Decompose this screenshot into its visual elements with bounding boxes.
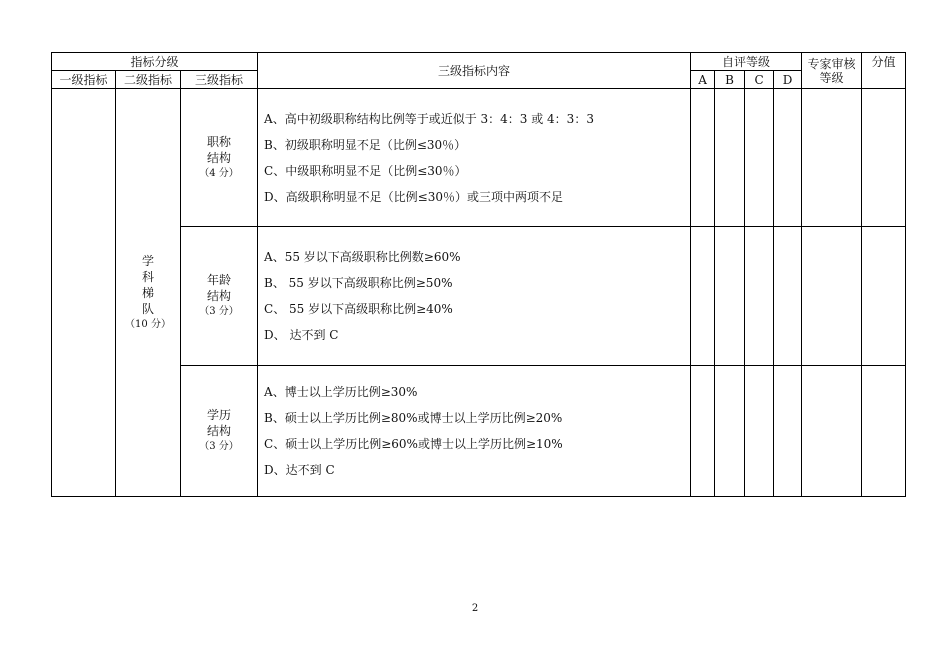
- expert-header-line1: 专家审核: [807, 56, 856, 71]
- grade-b-cell[interactable]: [715, 227, 745, 366]
- level2-char: 梯: [141, 285, 154, 300]
- option-b: B、初级职称明显不足（比例≤30％）: [264, 137, 467, 152]
- option-a: A、55 岁以下高级职称比例数≥60%: [264, 250, 461, 264]
- grade-b-cell[interactable]: [715, 89, 745, 227]
- grade-a-cell[interactable]: [691, 366, 715, 497]
- level2-header: 二级指标: [116, 71, 181, 89]
- level3-name: 结构: [207, 424, 232, 438]
- level3-cell: [181, 227, 258, 366]
- level2-char: 科: [141, 269, 154, 284]
- option-c: C、中级职称明显不足（比例≤30％）: [264, 163, 467, 178]
- level3-points: （3 分）: [199, 306, 239, 317]
- option-d: D、高级职称明显不足（比例≤30％）或三项中两项不足: [264, 189, 563, 204]
- content-cell: [258, 366, 691, 497]
- grade-d-cell[interactable]: [774, 227, 802, 366]
- level2-points: （10 分）: [125, 318, 171, 330]
- level3-points: （3 分）: [199, 441, 239, 452]
- indicator-group-header: 指标分级: [52, 53, 258, 71]
- expert-cell[interactable]: [802, 366, 862, 497]
- level2-cell: [116, 89, 181, 497]
- content-cell: [258, 227, 691, 366]
- option-d: D、 达不到 C: [264, 328, 339, 342]
- level3-name: 年龄: [207, 273, 232, 287]
- level3-name: 职称: [207, 134, 232, 149]
- grade-c-header: C: [745, 71, 774, 89]
- level3-cell: [181, 89, 258, 227]
- level1-header: 一级指标: [52, 71, 116, 89]
- grade-a-cell[interactable]: [691, 227, 715, 366]
- level1-cell: [52, 89, 116, 497]
- table-row: [52, 366, 906, 497]
- page-number: 2: [471, 603, 479, 614]
- score-cell[interactable]: [862, 366, 906, 497]
- content-header: 三级指标内容: [258, 53, 691, 89]
- option-c: C、 55 岁以下高级职称比例≥40%: [264, 302, 453, 316]
- level3-name: 学历: [207, 408, 232, 422]
- option-b: B、 55 岁以下高级职称比例≥50%: [264, 276, 453, 290]
- level3-cell: [181, 366, 258, 497]
- level3-name: 结构: [207, 150, 232, 165]
- grade-a-header: A: [691, 71, 715, 89]
- expert-header-line2: 等级: [819, 70, 844, 85]
- table-row: [52, 89, 906, 227]
- content-cell: [258, 89, 691, 227]
- level3-name: 结构: [207, 289, 232, 303]
- grade-a-cell[interactable]: [691, 89, 715, 227]
- grade-d-cell[interactable]: [774, 89, 802, 227]
- grade-c-cell[interactable]: [745, 366, 774, 497]
- expert-cell[interactable]: [802, 89, 862, 227]
- grade-c-cell[interactable]: [745, 227, 774, 366]
- level3-points: （4 分）: [199, 167, 239, 179]
- score-cell[interactable]: [862, 89, 906, 227]
- option-b: B、硕士以上学历比例≥80%或博士以上学历比例≥20%: [264, 411, 563, 425]
- score-header: 分值: [862, 53, 906, 89]
- grade-d-header: D: [774, 71, 802, 89]
- grade-d-cell[interactable]: [774, 366, 802, 497]
- option-c: C、硕士以上学历比例≥60%或博士以上学历比例≥10%: [264, 437, 563, 451]
- option-d: D、达不到 C: [264, 463, 335, 477]
- table-row: [52, 227, 906, 366]
- option-a: A、博士以上学历比例≥30%: [264, 385, 418, 399]
- grade-c-cell[interactable]: [745, 89, 774, 227]
- grade-b-header: B: [715, 71, 745, 89]
- header-row-1: [52, 53, 906, 71]
- level3-header: 三级指标: [181, 71, 258, 89]
- level2-char: 队: [141, 301, 154, 316]
- expert-cell[interactable]: [802, 227, 862, 366]
- level2-char: 学: [141, 253, 154, 268]
- evaluation-table: [51, 52, 906, 497]
- grade-b-cell[interactable]: [715, 366, 745, 497]
- expert-header: [802, 53, 862, 89]
- self-eval-header: 自评等级: [691, 53, 802, 71]
- option-a: A、高中初级职称结构比例等于或近似于 3：4：3 或 4：3：3: [264, 111, 594, 126]
- score-cell[interactable]: [862, 227, 906, 366]
